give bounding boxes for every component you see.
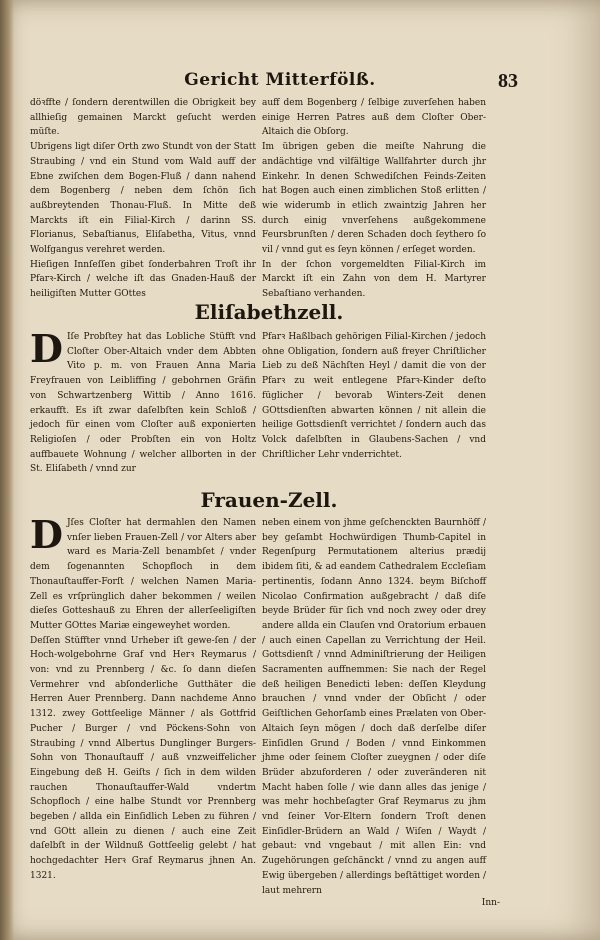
- paragraph: auff dem Bogenberg / ſelbige zuverſehen haben einige Herren Patres auß dem Cloſter Ober-Altaich die Obſorg.: [262, 98, 486, 138]
- section3-right-column: [262, 516, 486, 898]
- paragraph: [30, 512, 256, 634]
- paragraph: Im übrigen geben die meiſte Nahrung die andächtige vnd vilfältige Wallfahrter durch jhr Einkehr. In denen Schwediſchen Feinds-Zeiten hat Bogen auch einen zimblichen Stoß erlitten / wie widerumb in etlich zwaintzig Jahren her durch einig vnverſehens außgekommene Feursbrunſten / deren Schaden doch ſeythero ſo vil / vnnd gut es ſeyn können / erſeget worden.: [262, 142, 486, 256]
- section2-right-column: [262, 330, 486, 462]
- paragraph: Ubrigens ligt diſer Orth zwo Stundt von der Statt Straubing / vnd ein Stund vom Wald auff der Ebne zwiſchen dem Bogen-Fluß / dann nahend dem Bogenberg / neben dem ſchön ſich außbreytenden Thonau-Fluß. In Mitte deß Marckts iſt ein Filial-Kirch / darinn SS. Florianus, Sebaſtianus, Eliſabetha, Vitus, vnnd Wolfgangus verehret werden.: [30, 142, 256, 256]
- page-number: 83: [498, 70, 518, 92]
- section2-left-column: [30, 326, 256, 477]
- paragraph: Pfarꝛ Haßlbach gehörigen Filial-Kirchen / jedoch ohne Obligation, ſondern auß freyer Chriſtlicher Lieb zu deß Nächſten Heyl / damit die von der Pfarꝛ zu weit entlegene Pfarꝛ-Kinder deſto füglicher / bevorab Winters-Zeit denen GOttsdienſten abwarten können / nit allein die heilige Gottsdienſt verrichtet / ſondern auch das Volck daſelbſten in Glaubens-Sachen / vnd Chriſtlicher Lehr vnderrichtet.: [262, 332, 486, 460]
- drop-cap: D: [30, 326, 63, 371]
- section-heading-elisabethzell: Eliſabethzell.: [194, 300, 344, 324]
- paragraph: Hieſigen Innſeſſen gibet ſonderbahren Troſt ihr Pfarꝛ-Kirch / welche iſt das Gnaden-Hauß der heiligiſten Mutter GOttes: [30, 259, 256, 300]
- paragraph: döꝛffte / ſondern derentwillen die Obrigkeit bey allhieſig gemainen Marckt geſucht werden müſte.: [30, 98, 256, 138]
- page-title: Gericht Mitterfölß.: [184, 70, 376, 90]
- paragraph: Iſe Probſtey hat das Lobliche Stüfft vnd Cloſter Ober-Altaich vnder dem Abbten Vito p. m. von Frauen Anna Maria Freyfrauen von Leibliffing / gebohrnen Gräfin von Schwartzenberg Wittib / Anno 1616. erkaufft. Es iſt zwar daſelbſten kein Schloß / jedoch für einen vom Cloſter auß exponierten Religioſen / oder Probſten ein von Holtz auffbauete Wohnung / welcher allborten in der St. Eliſabeth / vnnd zur: [30, 332, 256, 475]
- section-heading-frauenzell: Frauen-Zell.: [200, 488, 338, 512]
- section1-left-column: [30, 96, 256, 302]
- running-head: [30, 70, 490, 92]
- paragraph: Deſſen Stüffter vnnd Urheber iſt gewe-ſen / der Hoch-wolgebohrne Graf vnd Herꝛ Reymarus / von: vnd zu Prennberg / &c. ſo dann dieſen Vermehrer vnd abſonderliche Gutthäter die Herren Auer Prennberg. Dann nachdeme Anno 1312. zwey Gottſeelige Männer / als Gottfrid Pucher / Burger / vnd Pöckens-Sohn von Straubing / vnnd Albertus Dunglinger Burgers-Sohn von Thonauſtauff / auß vnzweiffelicher Eingebung deß H. Geiſts / ſich in dem wilden rauchen Thonauſtauffer-Wald vndertm Schopfloch / eine halbe Stundt vor Prennberg begeben / allda ein Einſidlich Leben zu führen / vnd GOtt allein zu dienen / auch eine Zeit daſelbſt in der Wildnuß Gottſeelig gelebt / hat hochgedachter Herꝛ Graf Reymarus jhnen An. 1321.: [30, 635, 256, 881]
- section1-right-column: [262, 96, 486, 302]
- paragraph: neben einem von jhme geſchenckten Baurnhöff / bey geſambt Hochwürdigen Thumb-Capitel in Regenſpurg Permutationem alterius prædij ibidem ſiti, & ad eandem Cathedralem Eccleſiam pertinentis, ſodann Anno 1324. beym Biſchoff Nicolao Confirmation außgebracht / daß diſe beyde Brüder für ſich vnd noch zwey oder drey andere allda ein Clauſen vnd Oratorium erbauen / auch einen Capellan zu Verrichtung der Heil. Gottsdienſt / vnnd Adminiſtrierung der Heiligen Sacramenten auffnemmen: Sie nach der Regel deß heiligen Benedicti leben: deſſen Kleydung brauchen / vnnd vnder der Obſicht / oder Geiſtlichen Gehorſamb eines Prælaten von Ober-Altaich ſeyn mögen / doch daß derſelbe diſer Einſidlen Grund / Boden / vnnd Einkommen jhme oder ſeinem Cloſter zueygnen / oder diſe Brüder abzuforderen / oder zuveränderen nit Macht haben ſolle / wie dann alles das jenige / was mehr hochbeſagter Graf Reymarus zu jhm vnd ſeiner Vor-Eltern ſondern Troſt denen Einſidler-Brüdern an Wald / Wiſen / Waydt / gebaut: vnd vngebaut / mit allen Ein: vnd Zugehörungen geſchänckt / vnnd zu angen auff Ewig übergeben / allerdings beſtättiget worden / laut mehrern: [262, 518, 486, 896]
- paragraph: In der ſchon vorgemeldten Filial-Kirch im Marckt iſt ein Zahn von dem H. Martyrer Sebaſtiano verhanden.: [262, 259, 486, 300]
- section3-left-column: [30, 512, 256, 884]
- catchword: Inn-: [481, 898, 500, 908]
- paragraph-text: Jſes Cloſter hat dermahlen den Namen vnſer lieben Frauen-Zell / vor Alters aber ward es Maria-Zell benambſet / vnder dem ſogenannten Schopfloch in dem Thonauſtauffer-Forſt / welchen Namen Maria-Zell es vrſprünglich daher bekommen / weilen dieſes Gotteshauß zu Ehren der allerſeeligiſten Mutter GOttes Mariæ eingeweyhet worden.: [30, 518, 256, 631]
- drop-cap: D: [30, 512, 63, 557]
